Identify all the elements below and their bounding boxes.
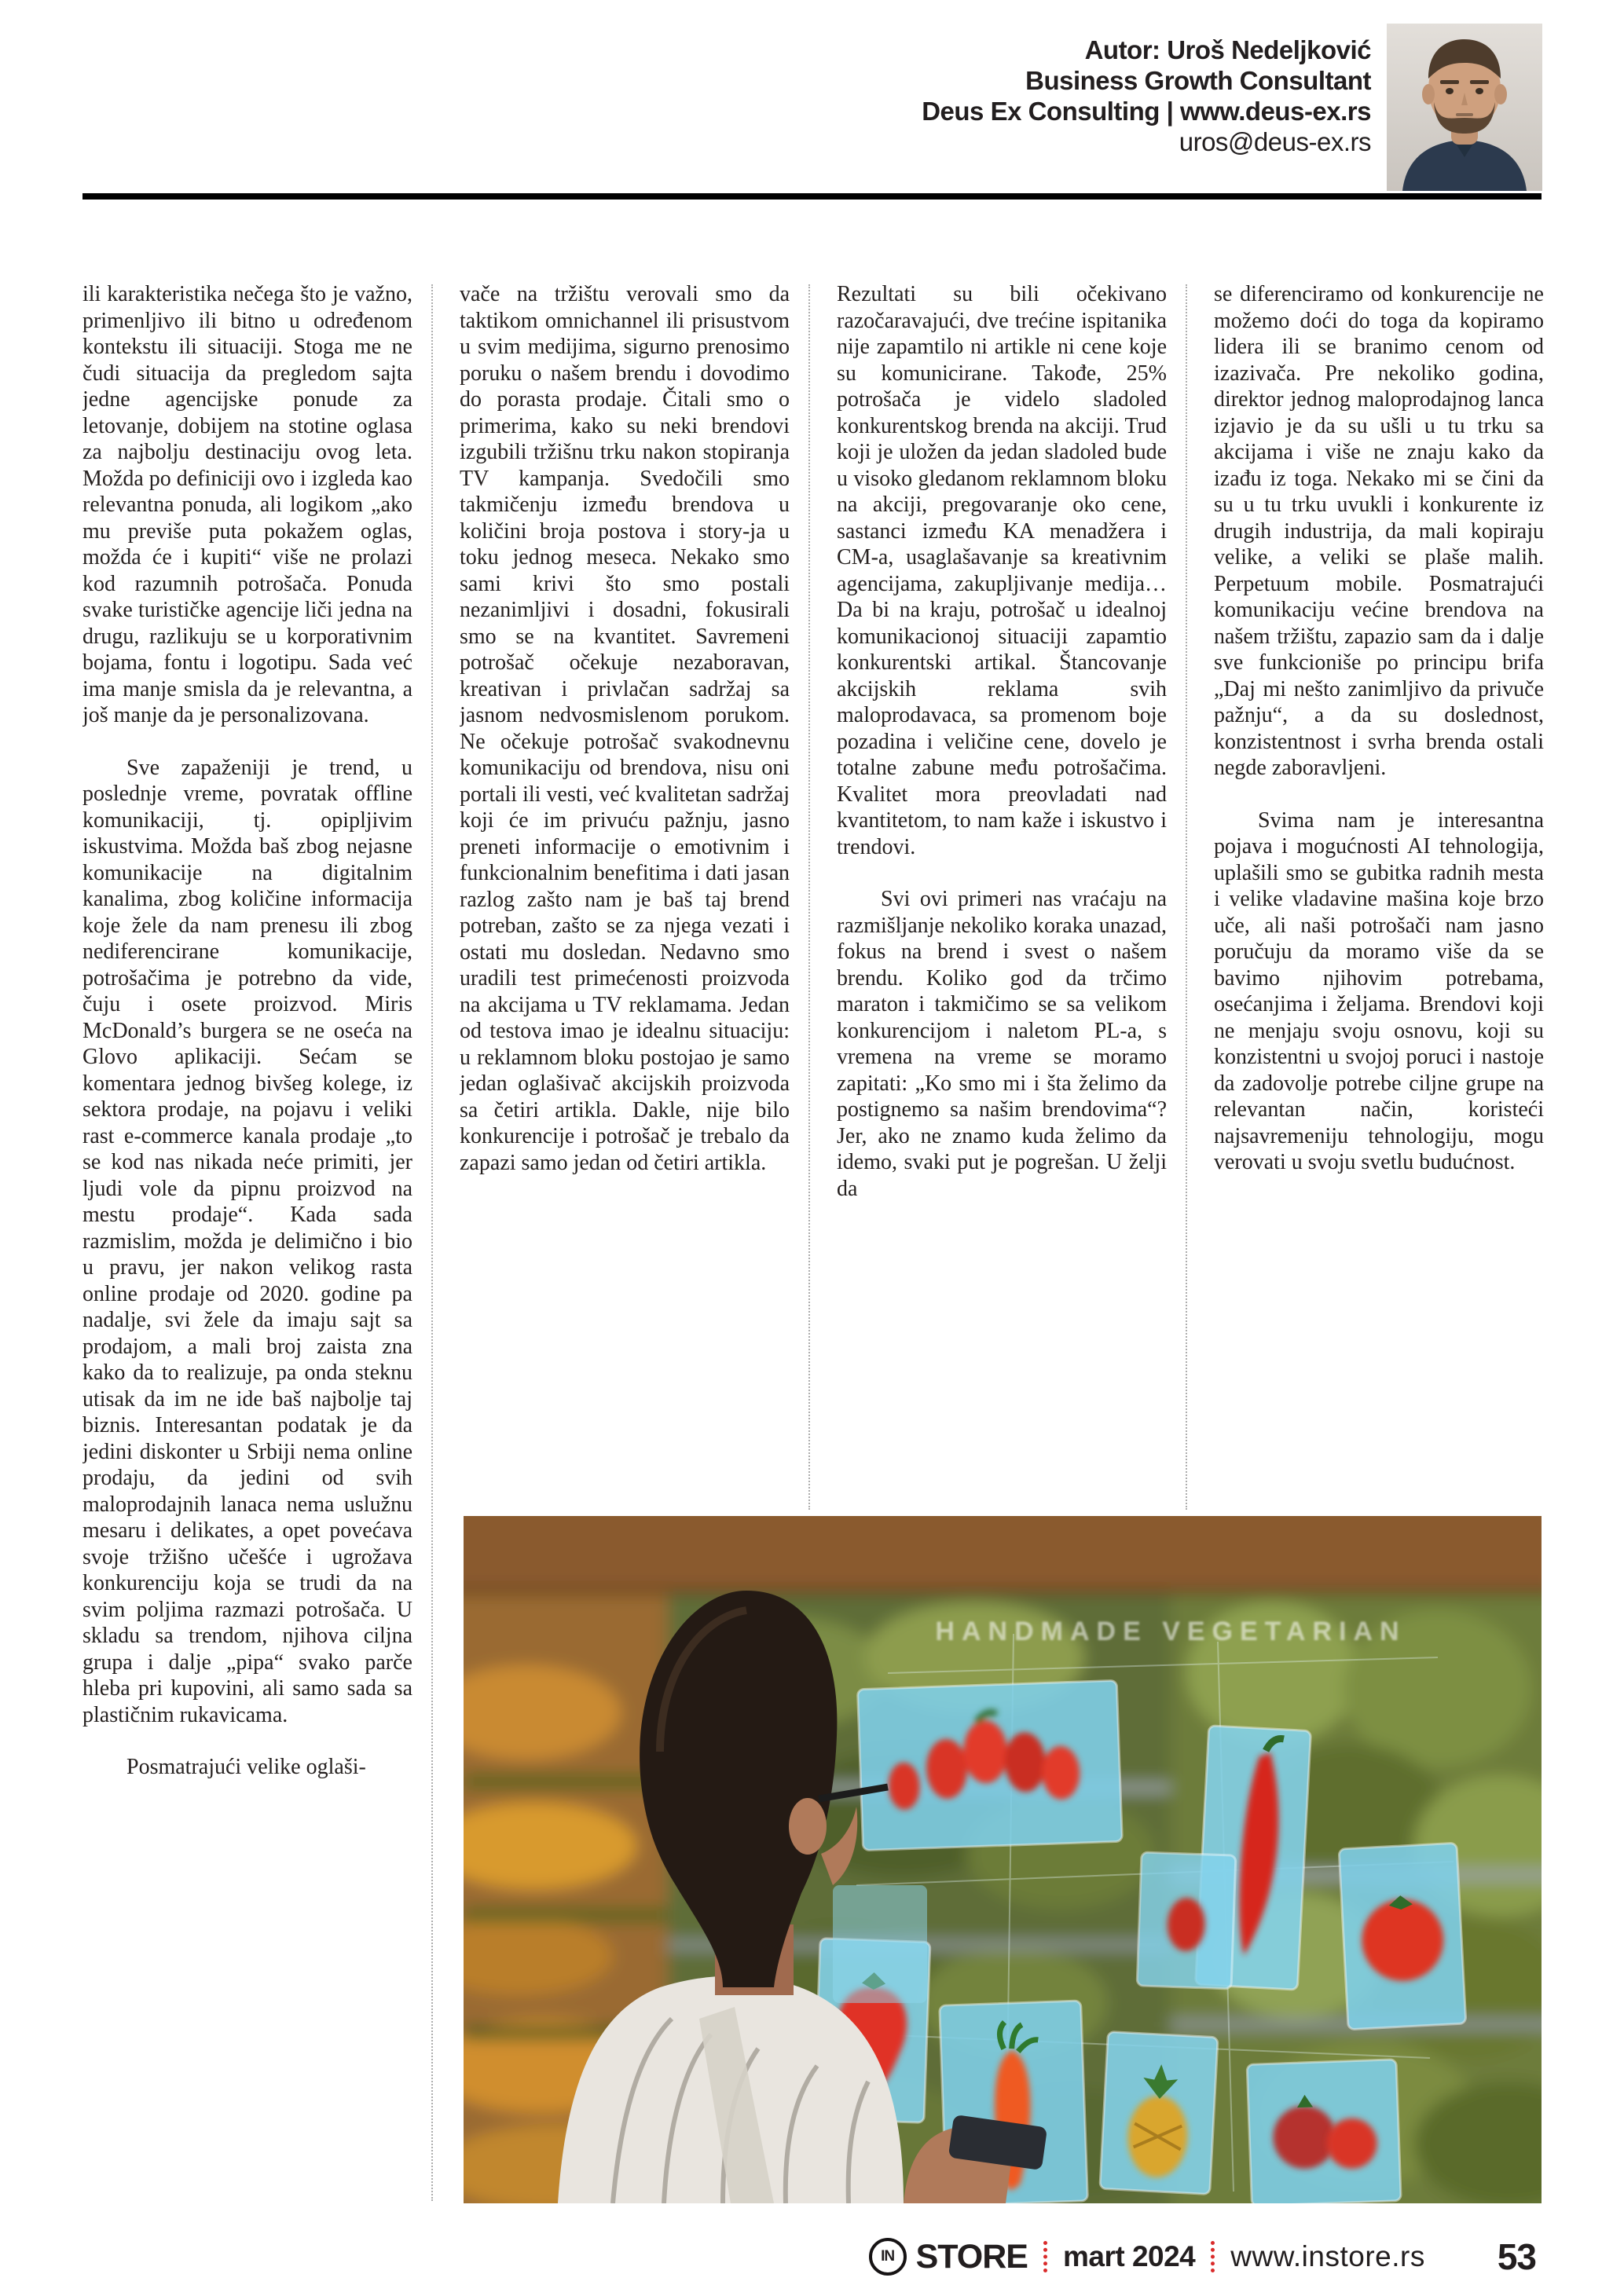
column-separator xyxy=(1186,284,1187,1510)
ar-card-peppers xyxy=(857,1680,1122,1850)
dotted-separator-icon xyxy=(1211,2241,1215,2272)
body-paragraph: se diferenciramo od konkurencije ne možemo doći do toga da kopiramo lidera ili se branimo cenom od izazivača. Pre nekoliko godina, direktor jednog maloprodajnog lanca izjavio je da su ušli u tu trku sa akcijama i više ne znaju kako da izađu iz toga. Nekako mi se čini da su u tu trku uvukli i konkurente iz drugih industrija, da mali kopiraju velike, a veliki se plaše malih. Perpetuum mobile. Posmatrajući komunikaciju većine brendova na našem tržištu, zapazio sam da i dalje sve funkcioniše po principu brifa „Daj mi nešto zanimljivo da privuče pažnju“, a da su doslednost, konzistentnost i svrha brenda ostali negde zaboravljeni. xyxy=(1214,282,1544,780)
author-headshot-photo xyxy=(1387,24,1542,191)
instore-logo-icon: IN xyxy=(869,2238,907,2276)
body-paragraph: vače na tržištu verovali smo da taktikom omnichannel ili prisustvom u svim medijima, sigurno prenosimo poruku o našem brendu i dovodimo do porasta prodaje. Čitali smo o primerima, kako su neki brendovi izgubili tržišnu trku nakon stopiranja TV kampanja. Svedočili smo takmičenju između brendova u količini broja postova i story-ja u toku jednog meseca. Nekako smo sami krivi što smo postali nezanimljivi i dosadni, fokusirali smo se na kvantitet. Savremeni potrošač očekuje nezaboravan, kreativan i privlačan sadržaj sa jasnom nedvosmislenom porukom. Ne očekuje potrošač svakodnevnu komunikaciju od brendova, nisu oni portali ili vesti, već kvalitetan sadržaj koji će im privuću pažnju, jasno preneti informacije o emotivnim i funkcionalnim benefitima i dati jasan razlog zašto nam je baš taj brend potreban, zašto se za njega vezati i ostati mu dosledan. Nedavno smo uradili test primećenosti proizvoda na akcijama u TV reklamama. Jedan od testova imao je idealnu situaciju: u reklamnom bloku postojao je samo jedan oglašivač akcijskih proizvoda sa četiri artikla. Dakle, nije bilo konkurencije i potrošač je trebalo da zapazi samo jedan od četiri artikla. xyxy=(460,282,790,1175)
byline-company: Deus Ex Consulting | www.deus-ex.rs xyxy=(922,97,1371,126)
byline-role: Business Growth Consultant xyxy=(1025,66,1371,95)
article-column-2 xyxy=(460,281,790,1511)
page-footer xyxy=(869,2234,1536,2280)
body-paragraph: Svi ovi primeri nas vraćaju na razmišljanje nekoliko koraka unazad, fokus na brend i svest o našem brendu. Koliko god da trčimo maraton i takmičimo se sa velikom konkurencijom i naletom PL-a, s vremena na vreme se moramo zapitati: „Ko smo mi i šta želimo da postignemo sa našim brendovima“? Jer, ako ne znamo kuda želimo da idemo, svaki put je pogrešan. U želji da xyxy=(837,887,1167,1201)
store-wordmark: STORE xyxy=(915,2237,1028,2276)
author-headshot-illustration xyxy=(1387,24,1542,191)
page-number: 53 xyxy=(1497,2236,1536,2277)
website-url: www.instore.rs xyxy=(1230,2240,1425,2272)
header-byline xyxy=(922,35,1371,157)
byline-email: uros@deus-ex.rs xyxy=(1179,127,1371,156)
ar-card-beet xyxy=(1247,2060,1401,2203)
ar-overlay-caption: HANDMADE VEGETARIAN xyxy=(935,1617,1406,1646)
dotted-separator-icon xyxy=(1043,2241,1047,2272)
ar-card-faint xyxy=(833,1885,927,2003)
header-divider-rule xyxy=(82,193,1542,200)
body-paragraph: Rezultati su bili očekivano razočaravajući, dve trećine ispitanika nije zapamtilo ni artikle ni cene koje su komunicirane. Takođe, 25% potrošača je videlo sladoled konkurentskog brenda na akciji. Trud koji je uložen da jedan sladoled bude u visoko gledanom reklamnom bloku na akciji, pregovaranje oko cene, sastanci između KA menadžera i CM-a, usaglašavanje sa kreativnim agencijama, zakupljivanje medija… Da bi na kraju, potrošač u idealnoj komunikacionoj situaciji zapamtio konkurentski artikal. Štancovanje akcijskih reklama svih maloprodavaca, sa promenom boje pozadina i veličine cene, dovelo je totalne zabune među potrošačima. Kvalitet mora preovladati nad kvantitetom, to nam kaže i iskustvo i trendovi. xyxy=(837,282,1167,859)
article-column-4 xyxy=(1214,281,1544,1511)
body-paragraph: ili karakteristika nečega što je važno, primenljivo ili bitno u određenom kontekstu ili situaciji. Stoga me ne čudi situacija da pregledom sajta jedne agencijske ponude za letovanje, dobijem na stotine oglasa za najbolju destinaciju ovog leta. Možda po definiciji ovo i izgleda kao relevantna ponuda, ali logikom „ako mu previše puta pokažem oglas, možda će i kupiti“ više ne prolazi kod razumnih potrošača. Ponuda svake turističke agencije liči jedna na drugu, razlikuju se u korporativnim bojama, fontu i logotipu. Sada već ima manje smisla da je relevantna, a još manje da je personalizovana. xyxy=(82,282,412,727)
byline-author: Autor: Uroš Nedeljković xyxy=(1084,35,1371,64)
body-paragraph: Posmatrajući velike oglaši- xyxy=(126,1755,366,1779)
issue-date: mart 2024 xyxy=(1062,2240,1196,2272)
column-separator xyxy=(431,284,433,2201)
ar-card-pepper-small xyxy=(1137,1852,1236,1989)
body-paragraph: Svima nam je interesantna pojava i mogućnosti AI tehnologija, uplašili smo se gubitka radnih mesta i velike vladavine mašina koje brzo uče, ali naši potrošači nam jasno poručuju da moramo više da se bavimo njihovim potrebama, osećanjima i željama. Brendovi koji ne menjaju svoju osnovu, koji su konzistentni u svojoj poruci i nastoje da zadovolje potrebe ciljne grupe na relevantan način, koristeći najsavremeniju tehnologiju, mogu verovati u svoju svetlu budućnost. xyxy=(1214,807,1544,1174)
ar-card-tomato xyxy=(1339,1843,1466,2030)
column-separator xyxy=(808,284,810,1510)
article-column-1 xyxy=(82,281,412,2214)
ar-card-pineapple xyxy=(1100,2031,1218,2194)
article-column-3 xyxy=(837,281,1167,1511)
body-paragraph: Sve zapaženiji je trend, u poslednje vreme, povratak offline komunikaciji, tj. opipljivim iskustvima. Možda baš zbog nejasne komunikacije na digitalnim kanalima, zbog količine informacija koje žele da nam prenesu ili zbog nediferencirane komunikacije, potrošačima je potrebno da vide, čuju i osete proizvod. Miris McDonald’s burgera se ne oseća na Glovo aplikaciji. Sećam se komentara jednog bivšeg kolege, iz sektora prodaje, na pojavu i veliki rast e-commerce kanala prodaje „to se kod nas nikada neće primiti, jer ljudi vole da pipnu proizvod na mestu prodaje“. Kada sada razmislim, možda je delimično i bio u pravu, jer nakon velikog rasta online prodaje od 2020. godine pa nadalje, svi žele da imaju sajt sa prodajom, a mali broj zaista zna kako da to realizuje, pa onda steknu utisak da im ne ide baš najbolje taj biznis. Interesantan podatak je da jedini diskonter u Srbiji nema online prodaju, da jedini od svih maloprodajnih lanaca nema uslužnu mesaru i delikates, a opet povećava svoje tržišno učešće i ugrožava konkurenciju koja se trudi da na svim poljima razmazi potrošača. U skladu sa trendom, njihova ciljna grupa i dalje „pipa“ svako parče hleba pri kupovini, ali samo sada sa plastičnim rukavicama. xyxy=(82,755,412,1727)
feature-photo xyxy=(464,1516,1542,2203)
